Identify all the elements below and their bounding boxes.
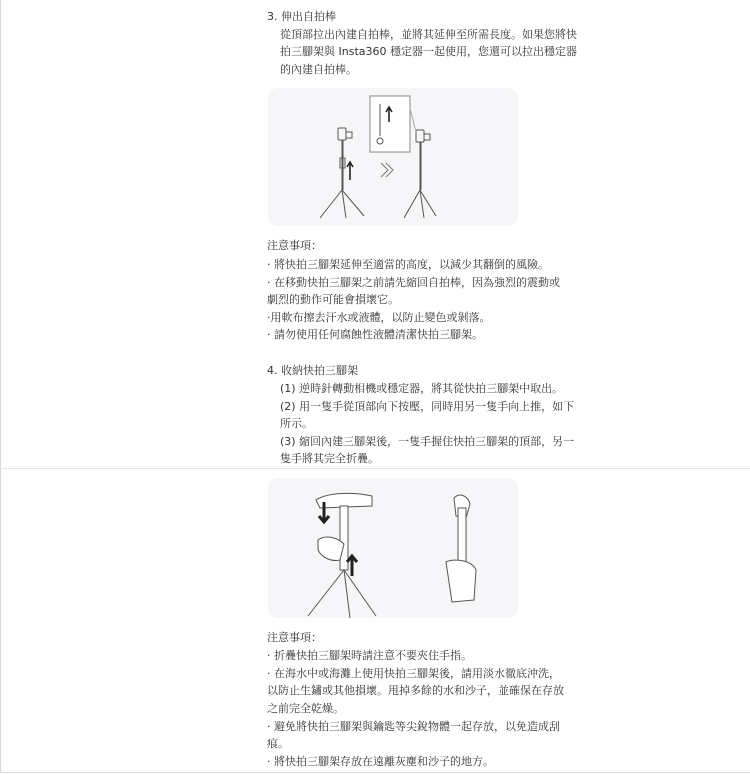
page-separator [0,468,750,469]
folded-tripod-icon [446,495,476,602]
tripod-collapsed-icon [320,128,364,218]
notes2-line: · 在海水中或海灘上使用快拍三腳架後，請用淡水徹底沖洗， [267,667,560,680]
step4-title: 4. 收納快拍三腳架 [267,364,358,377]
step3-line: 從頂部拉出內建自拍棒，並將其延伸至所需長度。如果您將快 [280,28,577,41]
notes2-line: · 避免將快拍三腳架與鑰匙等尖銳物體一起存放，以免造成刮 [267,720,560,733]
step3-line: 的內建自拍棒。 [280,63,357,76]
notes1-line: · 將快拍三腳架延伸至適當的高度，以減少其翻倒的風險。 [267,258,549,271]
notes1-line: · 在移動快拍三腳架之前請先縮回自拍棒，因為強烈的震動或 [267,276,560,289]
notes2-title: 注意事項： [267,631,322,644]
hand-push-icon [318,537,344,560]
extend-selfie-stick-illustration [268,88,518,226]
notes1-line: 劇烈的動作可能會損壞它。 [267,293,399,306]
stick-detail-inset [370,96,410,152]
notes2-line: 以防止生鏽或其他損壞。甩掉多餘的水和沙子，並確保在存放 [267,684,564,697]
notes1-line: ·用軟布擦去汗水或液體，以防止變色或剝落。 [267,311,491,324]
notes1-line: · 請勿使用任何腐蝕性液體清潔快拍三腳架。 [267,328,483,341]
fold-tripod-illustration [268,478,518,618]
notes2-line: · 將快拍三腳架存放在遠離灰塵和沙子的地方。 [267,755,494,768]
notes1-title: 注意事項： [267,239,322,252]
double-chevron-right-icon [381,163,393,177]
step3-title: 3. 伸出自拍棒 [267,10,336,23]
step4-line: (3) 縮回內建三腳架後，一隻手握住快拍三腳架的頂部，另一 [280,435,575,448]
left-border [0,0,1,468]
step4-line: 隻手將其完全折疊。 [280,452,379,465]
step4-line: (1) 逆時針轉動相機或穩定器，將其從快拍三腳架中取出。 [280,382,564,395]
bottom-border [0,772,750,773]
notes2-line: 痕。 [267,737,289,750]
left-border-lower [0,469,1,773]
notes2-line: 之前完全乾燥。 [267,702,344,715]
step4-line: (2) 用一隻手從頂部向下按壓，同時用另一隻手向上推，如下 [280,400,575,413]
notes2-line: · 折疊快拍三腳架時請注意不要夾住手指。 [267,649,472,662]
step4-line: 所示。 [280,417,313,430]
up-arrow-icon [347,162,353,180]
step3-line: 拍三腳架與 Insta360 穩定器一起使用，您還可以拉出穩定器 [280,45,577,58]
